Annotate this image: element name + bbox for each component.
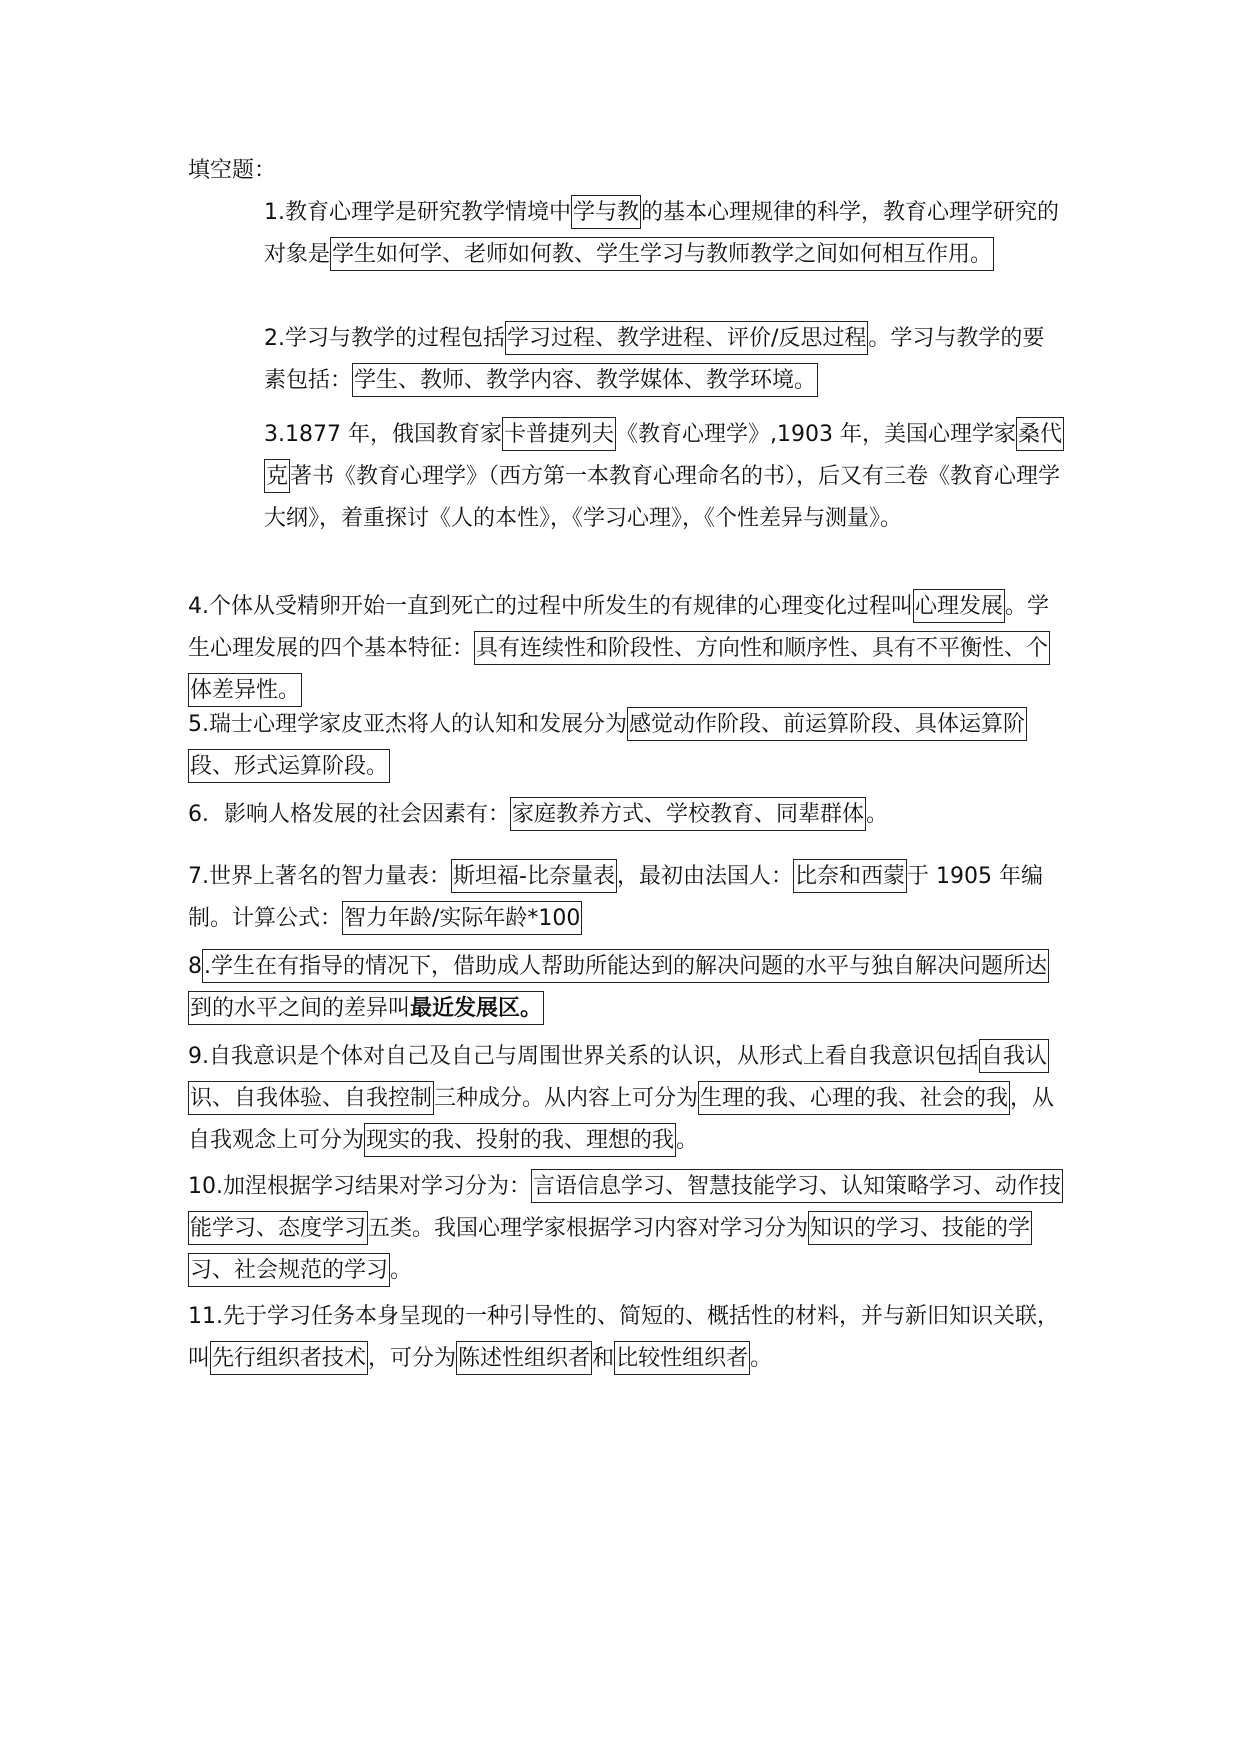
answer-box: 言语信息学习、智慧技能学习、认知策略学习、动作技能学习、态度学习 [188,1169,1063,1245]
question-11 [188,1296,1068,1380]
answer-box [188,949,1049,1025]
question-text: 。 [866,802,889,827]
question-text: 《教育心理学》,1903 年，美国心理学家 [616,422,1016,447]
question-text: 10.加涅根据学习结果对学习分为： [188,1174,531,1199]
question-text: 9.自我意识是个体对自己及自己与周围世界关系的认识，从形式上看自我意识包括 [188,1044,979,1069]
answer-box: 学生、教师、教学内容、教学媒体、教学环境。 [352,363,818,397]
question-text: 6．影响人格发展的社会因素有： [188,802,510,827]
answer-box: 陈述性组织者 [456,1341,592,1375]
question-text: 。 [390,1258,413,1283]
question-text: 于 1905 年编制。计算公式： [188,864,1043,931]
answer-box: 智力年龄/实际年龄*100 [342,901,582,935]
question-5 [188,704,1068,788]
answer-box: 先行组织者技术 [210,1341,368,1375]
question-text: 。 [750,1346,773,1371]
question-6 [188,794,1068,836]
answer-box: 学与教 [571,195,641,229]
answer-box: 比奈和西蒙 [793,859,907,893]
answer-text: .学生在有指导的情况下，借助成人帮助所能达到的解决问题的水平与独自解决问题所达到的水平之间的差异叫 [190,954,1047,1021]
question-8 [188,946,1068,1030]
question-text: 7.世界上著名的智力量表： [188,864,451,889]
answer-box: 桑代克 [264,417,1064,493]
answer-box: 知识的学习、技能的学习、社会规范的学习 [188,1211,1032,1287]
question-10 [188,1166,1068,1292]
answer-box: 家庭教养方式、学校教育、同辈群体 [510,797,866,831]
answer-box: 卡普捷列夫 [502,417,616,451]
answer-box: 具有连续性和阶段性、方向性和顺序性、具有不平衡性、个体差异性。 [188,631,1050,707]
section-heading: 填空题： [188,158,277,183]
question-text: 3.1877 年，俄国教育家 [264,422,502,447]
question-3 [264,414,1064,540]
answer-key-term: 最近发展区。 [410,996,543,1021]
question-text: ，可分为 [368,1346,457,1371]
answer-box: 现实的我、投射的我、理想的我 [364,1123,676,1157]
answer-box: 学生如何学、老师如何教、学生学习与教师教学之间如何相互作用。 [330,237,994,271]
question-text: 11.先于学习任务本身呈现的一种引导性的、简短的、概括性的材料，并与新旧知识关联，叫 [188,1304,1059,1371]
question-text: 8 [188,954,202,979]
question-text: 2.学习与教学的过程包括 [264,326,505,351]
answer-box: 感觉动作阶段、前运算阶段、具体运算阶段、形式运算阶段。 [188,707,1027,783]
answer-box: 学习过程、教学进程、评价/反思过程 [505,321,868,355]
question-text: 1.教育心理学是研究教学情境中 [264,200,571,225]
question-7 [188,856,1068,940]
answer-box: 心理发展 [913,589,1005,623]
question-text: 著书《教育心理学》（西方第一本教育心理命名的书），后又有三卷《教育心理学大纲》，着重探讨《人的本性》，《学习心理》，《个性差异与测量》。 [264,464,1061,531]
question-text: 。 [676,1128,699,1153]
question-text: ，最初由法国人： [616,864,793,889]
question-text: 三种成分。从内容上可分为 [434,1086,699,1111]
answer-box: 生理的我、心理的我、社会的我 [698,1081,1010,1115]
answer-box: 比较性组织者 [614,1341,750,1375]
question-text: 和 [592,1346,615,1371]
question-text: 4.个体从受精卵开始一直到死亡的过程中所发生的有规律的心理变化过程叫 [188,594,913,619]
question-text: 的基本心理规律的科学，教育心理学研究的对象是 [264,200,1060,267]
question-text: 五类。我国心理学家根据学习内容对学习分为 [368,1216,809,1241]
question-4 [188,586,1068,712]
answer-box: 斯坦福-比奈量表 [451,859,617,893]
question-text: 5.瑞士心理学家皮亚杰将人的认知和发展分为 [188,712,627,737]
question-text: ，从自我观念上可分为 [188,1086,1055,1153]
question-2 [264,318,1064,402]
question-9 [188,1036,1068,1162]
question-text: 。学习与教学的要素包括： [264,326,1045,393]
question-1 [264,192,1064,276]
answer-box: 自我认识、自我体验、自我控制 [188,1039,1049,1115]
question-text: 。学生心理发展的四个基本特征： [188,594,1050,661]
